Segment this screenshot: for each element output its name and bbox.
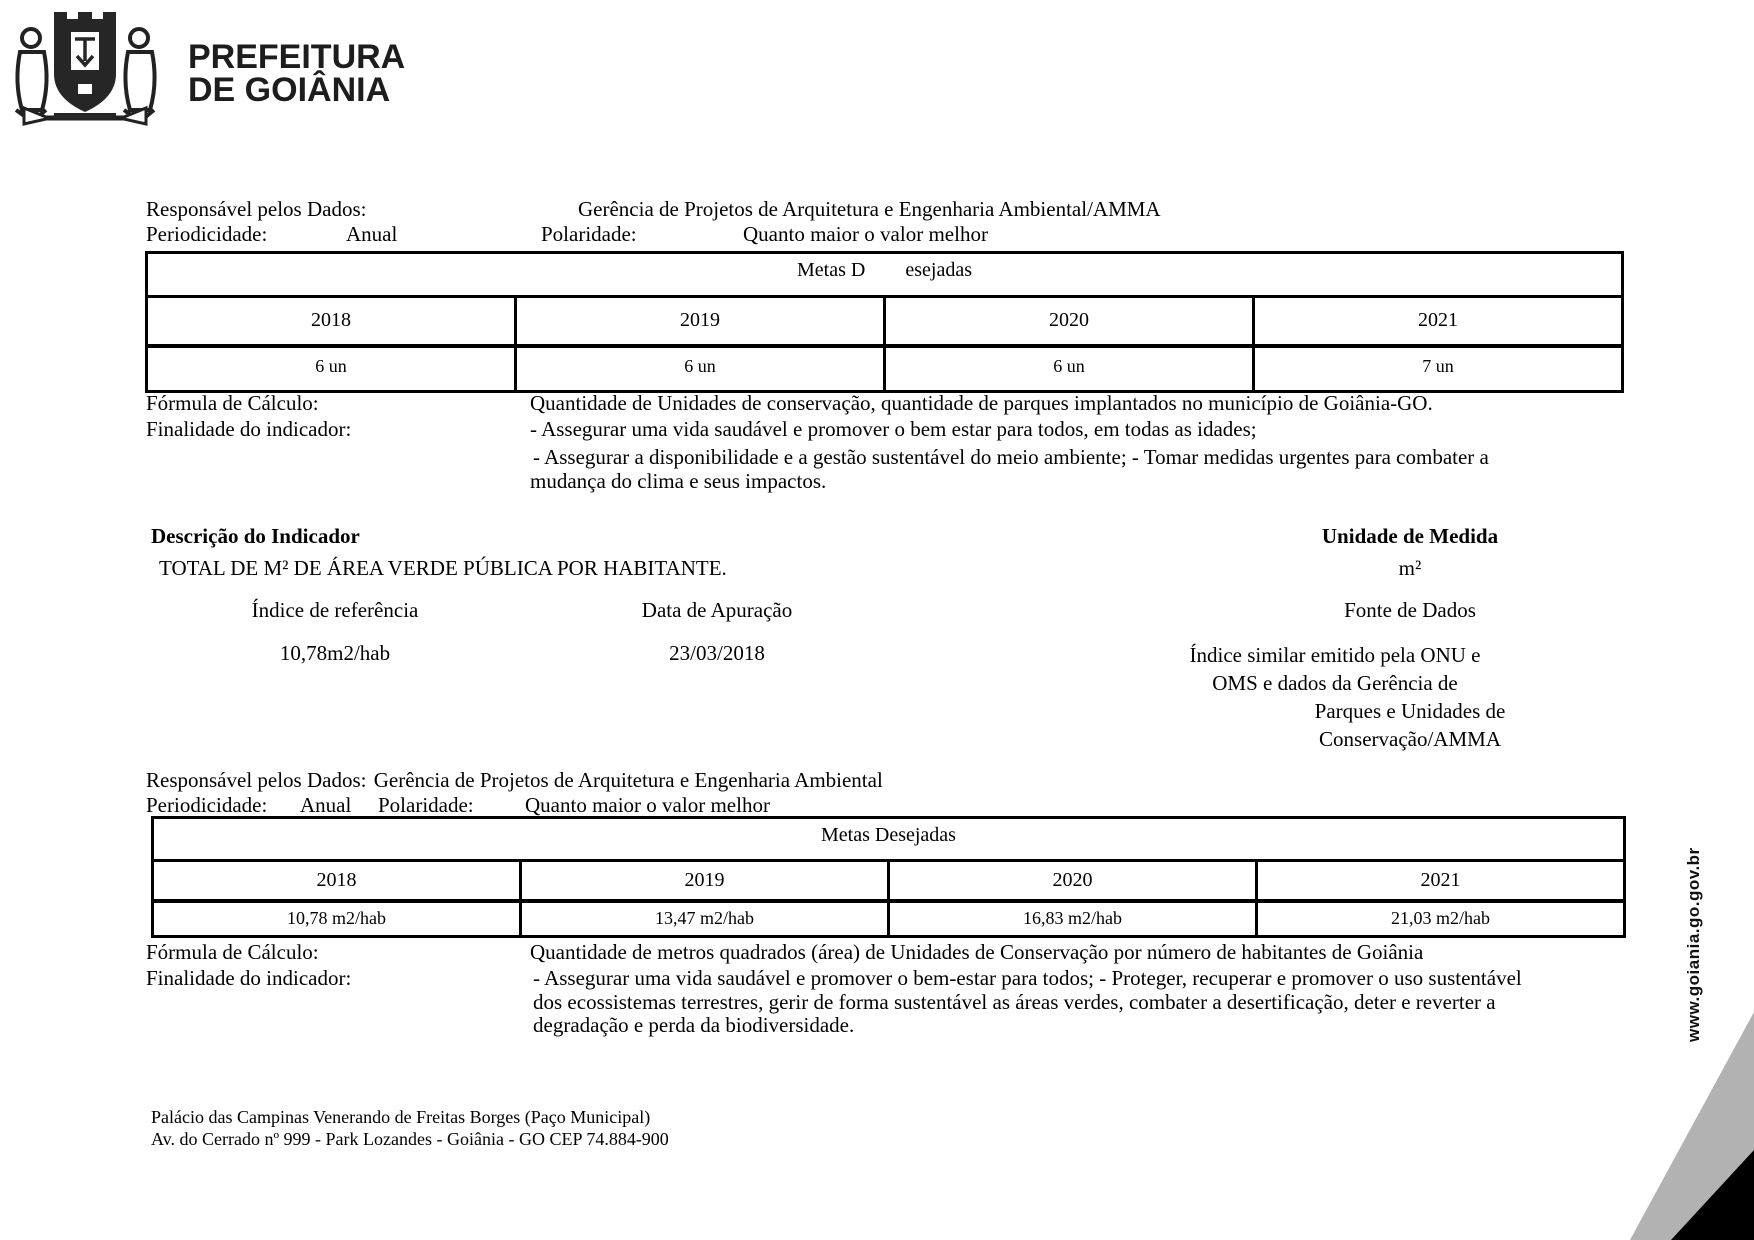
goal-value-cell: 6 un (885, 346, 1254, 392)
goal-value-cell: 10,78 m2/hab (153, 901, 521, 937)
polarity-label-1: Polaridade: (541, 222, 637, 246)
logo-title-line1: PREFEITURA (188, 38, 406, 76)
periodicity-value-2: Anual (300, 793, 352, 817)
periodicity-label-2: Periodicidade: (146, 793, 268, 817)
data-source-line: Parques e Unidades de (1314, 699, 1506, 723)
year-header-cell: 2019 (521, 861, 889, 901)
prefeitura-goiania-logo (10, 4, 405, 138)
footer-address-line2: Av. do Cerrado nº 999 - Park Lozandes - Goiânia - GO CEP 74.884-900 (151, 1129, 669, 1149)
year-header-cell: 2018 (153, 861, 521, 901)
footer-address-line1: Palácio das Campinas Venerando de Freitas Borges (Paço Municipal) (151, 1107, 651, 1127)
goals-table-2-title: Metas Desejadas (153, 818, 1625, 861)
goals-table-1-title (147, 253, 1623, 297)
polarity-value-1: Quanto maior o valor melhor (743, 222, 988, 246)
responsible-data-row-2 (146, 768, 883, 792)
purpose-line: - Assegurar uma vida saudável e promover o bem-estar para todos; - Proteger, recuperar e promover o uso sustentável (533, 966, 1522, 990)
site-url-vertical: www.goiania.go.gov.br (1684, 847, 1703, 1043)
goal-value-cell: 6 un (516, 346, 885, 392)
formula-value-1: Quantidade de Unidades de conservação, quantidade de parques implantados no município de Goiânia-GO. (530, 391, 1433, 415)
logo-wordmark (188, 38, 406, 109)
responsible-data-value-2: Gerência de Projetos de Arquitetura e Engenharia Ambiental (373, 768, 883, 792)
year-header-cell: 2020 (889, 861, 1257, 901)
polarity-value-2: Quanto maior o valor melhor (525, 793, 770, 817)
purpose-line: dos ecossistemas terrestres, gerir de forma sustentável as áreas verdes, combater a desertificação, deter e reverter a (533, 990, 1496, 1014)
year-header-cell: 2019 (516, 297, 885, 346)
year-header-cell: 2020 (885, 297, 1254, 346)
year-header-cell: 2021 (1254, 297, 1623, 346)
data-source-line: Índice similar emitido pela ONU e (1189, 643, 1481, 667)
unit-of-measure-heading: Unidade de Medida (1321, 524, 1499, 548)
goal-value-cell: 7 un (1254, 346, 1623, 392)
responsible-data-label-2: Responsável pelos Dados: (146, 768, 367, 792)
goal-value-cell: 6 un (147, 346, 516, 392)
reference-index-value: 10,78m2/hab (279, 641, 391, 665)
polarity-label-2: Polaridade: (378, 793, 474, 817)
purpose-line: - Assegurar uma vida saudável e promover o bem estar para todos, em todas as idades; (530, 417, 1257, 441)
data-source-line: Conservação/AMMA (1319, 727, 1501, 751)
purpose-line: mudança do clima e seus impactos. (530, 469, 827, 493)
goal-value-cell: 16,83 m2/hab (889, 901, 1257, 937)
data-source-value (1155, 641, 1515, 753)
purpose-line: - Assegurar a disponibilidade e a gestão sustentável do meio ambiente; - Tomar medidas urgentes para combater a (533, 445, 1489, 469)
responsible-data-label-1: Responsável pelos Dados: (146, 197, 367, 221)
goals-table-1-title-left: Metas D (797, 259, 866, 281)
data-source-label: Fonte de Dados (1344, 598, 1476, 622)
unit-of-measure-value: m² (1398, 556, 1422, 580)
purpose-label-1: Finalidade do indicador: (146, 417, 352, 441)
goals-table-1 (145, 251, 1624, 393)
year-header-cell: 2018 (147, 297, 516, 346)
goiania-coat-of-arms-icon (10, 4, 160, 138)
formula-label-1: Fórmula de Cálculo: (146, 391, 319, 415)
indicator-description-heading: Descrição do Indicador (151, 524, 360, 548)
periodicity-value-1: Anual (346, 222, 398, 246)
year-header-cell: 2021 (1257, 861, 1625, 901)
reference-index-label: Índice de referência (251, 598, 419, 622)
assessment-date-value: 23/03/2018 (669, 641, 765, 665)
responsible-data-value-1: Gerência de Projetos de Arquitetura e Engenharia Ambiental/AMMA (578, 197, 1161, 221)
assessment-date-label: Data de Apuração (641, 598, 793, 622)
goals-table-2 (151, 816, 1626, 938)
formula-value-2: Quantidade de metros quadrados (área) de Unidades de Conservação por número de habitantes de Goiânia (530, 940, 1424, 964)
goals-table-1-title-right: esejadas (905, 259, 972, 281)
indicator-description-text: TOTAL DE M² DE ÁREA VERDE PÚBLICA POR HABITANTE. (159, 556, 727, 580)
purpose-line: degradação e perda da biodiversidade. (533, 1013, 855, 1037)
goal-value-cell: 21,03 m2/hab (1257, 901, 1625, 937)
purpose-label-2: Finalidade do indicador: (146, 966, 352, 990)
logo-title-line2: DE GOIÂNIA (188, 71, 391, 109)
goal-value-cell: 13,47 m2/hab (521, 901, 889, 937)
periodicity-label-1: Periodicidade: (146, 222, 268, 246)
formula-label-2: Fórmula de Cálculo: (146, 940, 319, 964)
data-source-line: OMS e dados da Gerência de (1212, 671, 1458, 695)
corner-triangle-decoration (1554, 980, 1754, 1240)
